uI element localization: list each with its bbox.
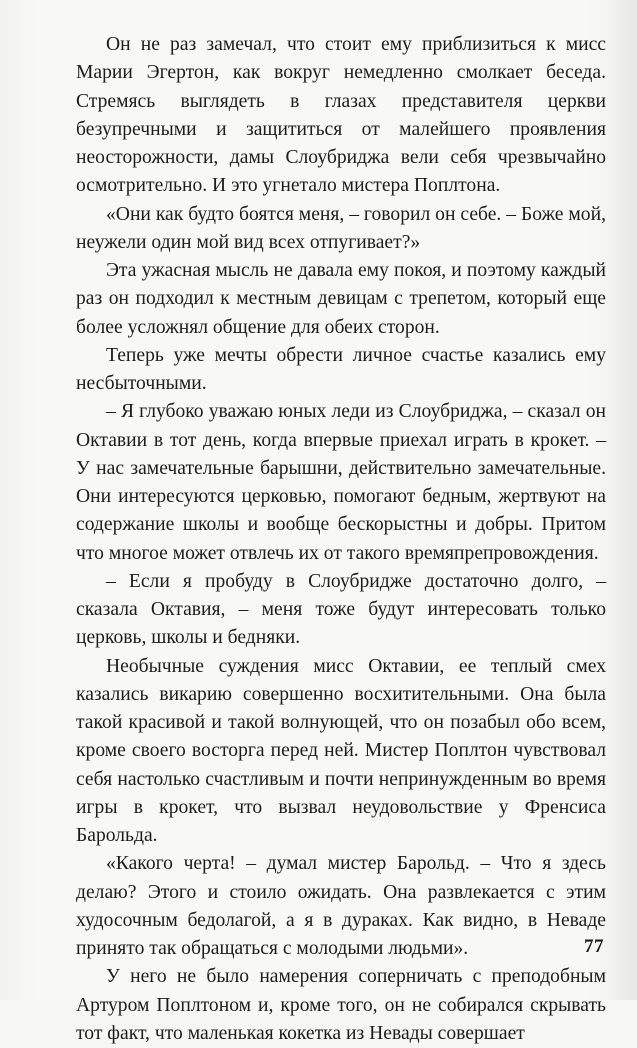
paragraph: Эта ужасная мысль не давала ему покоя, и поэтому каждый раз он подходил к местным девицам с трепетом, который еще более усложнял общение для обеих сторон. [76, 260, 606, 338]
paragraph: У него не было намерения соперничать с преподобным Артуром Поплтоном и, кроме того, он не собирался скрывать тот факт, что маленькая кокетка из Невады совершает [76, 966, 606, 1044]
paragraph: – Я глубоко уважаю юных леди из Слоубриджа, – сказал он Октавии в тот день, когда впервые приехал играть в крокет. – У нас замечательные барышни, действительно замечательные. Они интересуются церковью, помогают бедным, жертвуют на содержание школы и вообще бескорыстны и добры. Притом что многое может отвлечь их от такого времяпрепровождения. [76, 401, 606, 564]
paragraph: Теперь уже мечты обрести личное счастье казались ему несбыточными. [76, 344, 606, 394]
paragraph: «Они как будто боятся меня, – говорил он себе. – Боже мой, неужели один мой вид всех отпугивает?» [76, 203, 606, 253]
paragraph: Необычные суждения мисс Октавии, ее теплый смех казались викарию совершенно восхитительными. Она была такой красивой и такой волнующей, что он позабыл обо всем, кроме своего восторга перед ней. Мистер Поплтон чувствовал себя настолько счастливым и почти непринужденным во время игры в крокет, что вызвал неудовольствие у Френсиса Барольда. [76, 655, 606, 846]
page-number: 77 [584, 936, 604, 957]
paragraph: «Какого черта! – думал мистер Барольд. – Что я здесь делаю? Этого и стоило ожидать. Она развлекается с этим худосочным бедолагой, а я в дураках. Как видно, в Неваде принято так обращаться с молодыми людьми». [76, 853, 606, 959]
body-text [76, 31, 606, 1048]
paragraph: – Если я пробуду в Слоубридже достаточно долго, – сказала Октавия, – меня тоже будут интересовать только церковь, школы и бедняки. [76, 570, 606, 649]
page-edge-shadow [609, 0, 637, 1000]
paragraph: Он не раз замечал, что стоит ему приблизиться к мисс Марии Эгертон, как вокруг немедленно смолкает беседа. Стремясь выглядеть в глазах представителя церкви безупречными и защититься от малейшего проявления неосторожности, дамы Слоубриджа вели себя чрезвычайно осмотрительно. И это угнетало мистера Поплтона. [76, 34, 606, 197]
